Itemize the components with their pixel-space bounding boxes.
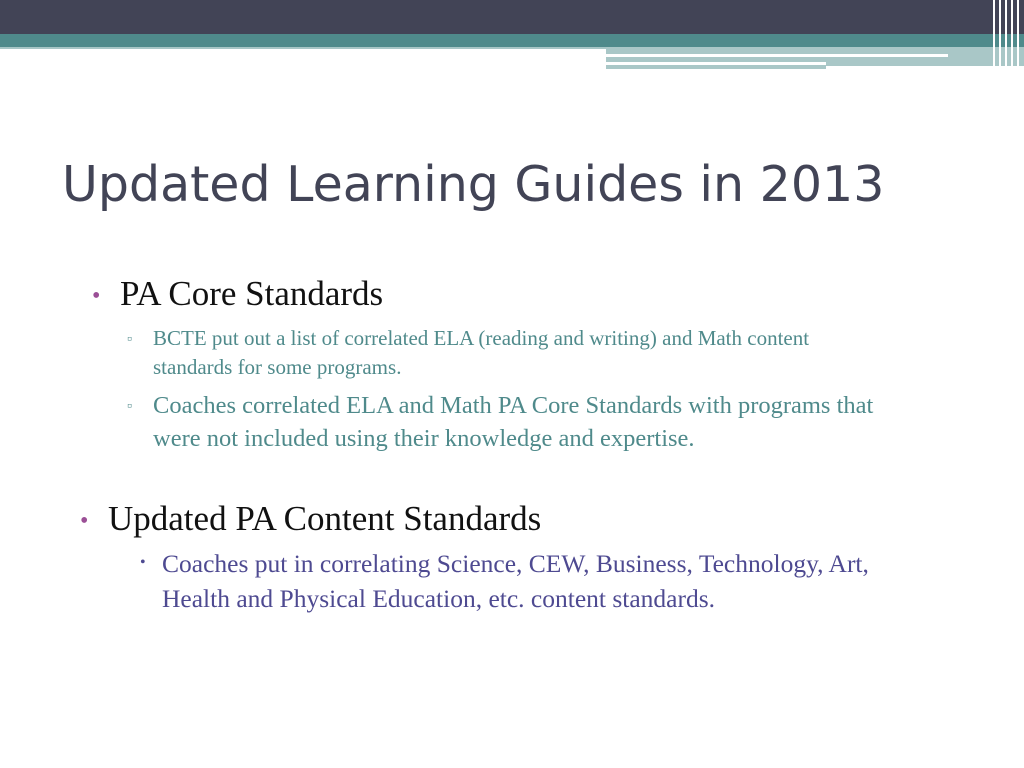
bullet-dot-icon: • [92, 283, 101, 309]
sub-bullet-text: Coaches put in correlating Science, CEW, Business, Technology, Art, Health and Physical Education, etc. content standards. [162, 549, 869, 613]
slide-title: Updated Learning Guides in 2013 [62, 156, 885, 213]
bullet-text: Updated PA Content Standards [108, 499, 542, 538]
square-bullet-icon: ▫ [127, 332, 132, 347]
sub-bullet-coaches-put-in [140, 547, 942, 616]
small-dot-bullet-icon: • [140, 554, 146, 571]
sub-bullet-bcte [127, 324, 893, 381]
bullet-pa-core-standards [92, 274, 384, 314]
bullet-text: PA Core Standards [120, 274, 384, 313]
sub-bullet-text: BCTE put out a list of correlated ELA (reading and writing) and Math content standards for some programs. [153, 326, 810, 379]
bullet-dot-icon: • [80, 508, 89, 534]
bullet-updated-pa-content-standards [80, 499, 542, 539]
square-bullet-icon: ▫ [127, 399, 132, 414]
sub-bullet-coaches-correlated [127, 389, 923, 456]
sub-bullet-text: Coaches correlated ELA and Math PA Core Standards with programs that were not included using their knowledge and expertise. [153, 392, 874, 453]
